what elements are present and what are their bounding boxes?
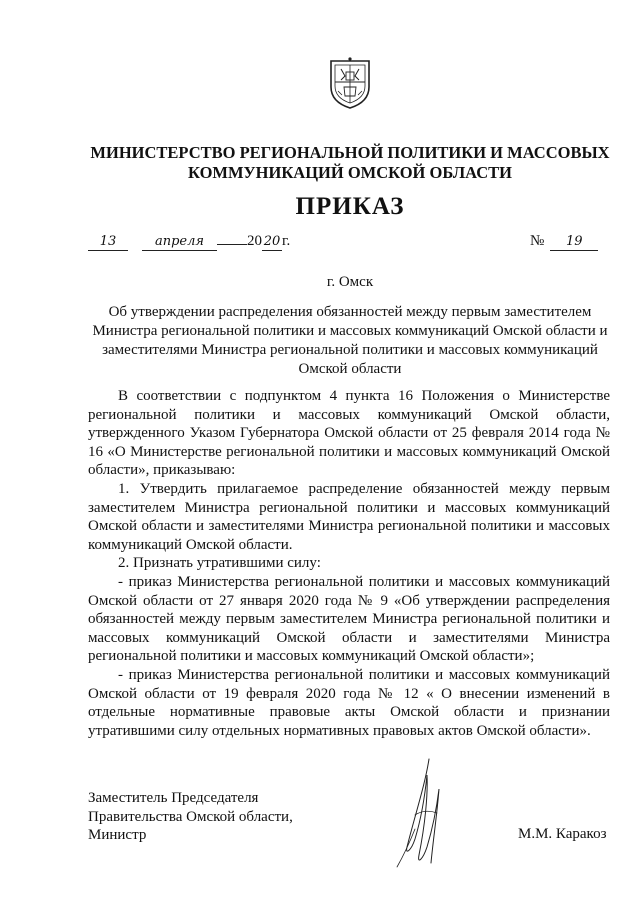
position-line-2: Правительства Омской области, [88, 808, 293, 825]
position-line-1: Заместитель Председателя [88, 790, 259, 806]
date-blank [217, 244, 247, 245]
city: г. Омск [326, 274, 374, 290]
coat-of-arms-icon [327, 55, 373, 110]
ministry-name-line-2: КОММУНИКАЦИЙ ОМСКОЙ ОБЛАСТИ [188, 163, 512, 182]
number-value: 19 [550, 234, 598, 251]
handwritten-signature [385, 755, 465, 870]
body-paragraph-1: В соответствии с подпунктом 4 пункта 16 Положения о Министерстве региональной политики и массовых коммуникаций Омской области, утвержденного Указом Губернатора Омской области от 25 февраля 2014 года № 16 «О Министерстве региональной политики и массовых коммуникаций Омской области», приказываю: [88, 388, 610, 479]
body-paragraph-5: - приказ Министерства региональной политики и массовых коммуникаций Омской области от 19 февраля 2020 года № 12 « О внесении изменений в отдельные нормативные правовые акты Омской области и признании утратившими силу отдельных нормативных правовых актов Омской области». [88, 666, 610, 739]
position-line-3: Министр [88, 827, 147, 843]
number-label: № [530, 233, 545, 249]
body-paragraph-4: - приказ Министерства региональной политики и массовых коммуникаций Омской области от 27 января 2020 года № 9 «Об утверждении распределения обязанностей между первым заместителем Министра региональной политики и массовых коммуникаций Омской области и заместителями Министра региональной политики и массовых коммуникаций Омской области»; [88, 573, 610, 665]
date-month: апреля [142, 234, 217, 251]
document-type: ПРИКАЗ [295, 193, 405, 220]
signatory-name: М.М. Каракоз [518, 826, 607, 842]
document-subject: Об утверждении распределения обязанностей между первым заместителем Министра региональной политики и массовых коммуникаций Омской области и заместителями Министра региональной политики и массовых коммуникаций Омской области [92, 304, 608, 377]
document-body [88, 387, 610, 740]
date-year-prefix: 20 [247, 233, 262, 249]
document-number [530, 233, 598, 251]
date-year-end: г. [282, 233, 291, 249]
signatory-position [88, 789, 293, 845]
ministry-name-line-1: МИНИСТЕРСТВО РЕГИОНАЛЬНОЙ ПОЛИТИКИ И МАССОВЫХ [90, 143, 610, 162]
body-paragraph-3: 2. Признать утратившими силу: [118, 555, 321, 572]
document-date [88, 233, 290, 251]
date-day: 13 [88, 234, 128, 251]
date-year-suffix: 20 [263, 234, 281, 249]
ministry-name [60, 143, 639, 183]
body-paragraph-2: 1. Утвердить прилагаемое распределение обязанностей между первым заместителем Министра региональной политики и массовых коммуникаций Омской области и заместителями Министра региональной политики и массовых коммуникаций Омской области. [88, 480, 610, 553]
